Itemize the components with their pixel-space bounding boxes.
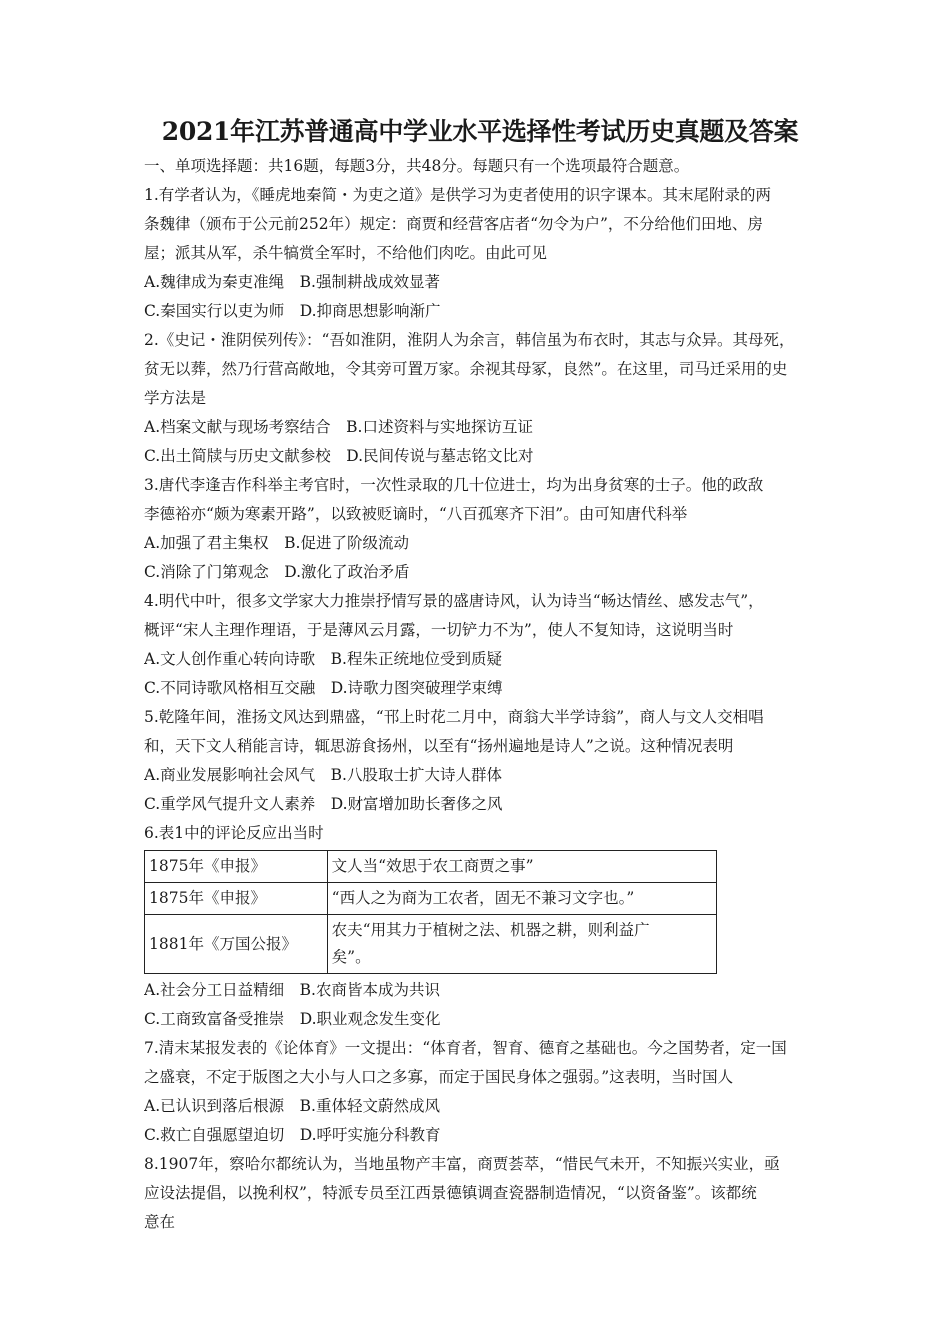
- table-cell-source: 1875年《申报》: [145, 883, 328, 915]
- question-4: [144, 587, 816, 703]
- question-options-line: A.档案文献与现场考察结合 B.口述资料与实地探访互证: [144, 418, 533, 436]
- table-cell-quote: “西人之为商为工农者，固无不兼习文字也。”: [327, 883, 716, 915]
- document-title: 2021年江苏普通高中学业水平选择性考试历史真题及答案: [161, 117, 799, 146]
- question-options-line: C.重学风气提升文人素养 D.财富增加助长奢侈之风: [144, 795, 503, 813]
- question-stem-line: 5.乾隆年间，淮扬文风达到鼎盛，“邗上时花二月中，商翁大半学诗翁”，商人与文人交相唱: [144, 708, 764, 726]
- question-options-line: A.已认识到落后根源 B.重体轻文蔚然成风: [144, 1097, 440, 1115]
- question-stem-line: 李德裕亦“颇为寒素开路”，以致被贬谪时，“八百孤寒齐下泪”。由可知唐代科举: [144, 505, 688, 523]
- question-stem-line: 概评“宋人主理作理语，于是薄风云月露，一切铲力不为”，使人不复知诗，这说明当时: [144, 621, 734, 639]
- question-options-line: C.出土简牍与历史文献参校 D.民间传说与墓志铭文比对: [144, 447, 534, 465]
- question-stem-line: 2.《史记・淮阴侯列传》：“吾如淮阴，淮阴人为余言，韩信虽为布衣时，其志与众异。其母死，: [144, 331, 795, 349]
- document-page: [144, 112, 816, 1237]
- question-options-line: C.消除了门第观念 D.激化了政治矛盾: [144, 563, 410, 581]
- table-quote-line: 农夫“用其力于植树之法、机器之耕，则利益广: [331, 921, 650, 939]
- question-stem-line: 应设法提倡，以挽利权”，特派专员至江西景德镇调查瓷器制造情况，“以资备鉴”。该都统: [144, 1184, 757, 1202]
- question-stem-line: 意在: [144, 1213, 176, 1231]
- question-stem-line: 学方法是: [144, 389, 207, 407]
- question-options-line: C.秦国实行以吏为师 D.抑商思想影响渐广: [144, 302, 441, 320]
- table-quote-line: 矣”。: [331, 948, 371, 966]
- question-options-line: C.救亡自强愿望迫切 D.呼吁实施分科教育: [144, 1126, 441, 1144]
- question-stem-line: 条魏律（颁布于公元前252年）规定：商贾和经营客店者“勿令为户”，不分给他们田地、房: [144, 215, 763, 233]
- table-cell-quote: [327, 915, 716, 974]
- table-row: [145, 883, 717, 915]
- table-cell-quote: 文人当“效思于农工商贾之事”: [327, 851, 716, 883]
- question-stem-line: 8.1907年，察哈尔都统认为，当地虽物产丰富，商贾荟萃，“惜民气未开，不知振兴实业，亟: [144, 1155, 780, 1173]
- question-stem-line: 3.唐代李逢吉作科举主考官时，一次性录取的几十位进士，均为出身贫寒的士子。他的政敌: [144, 476, 764, 494]
- newspaper-table: [144, 850, 717, 974]
- question-options-line: C.不同诗歌风格相互交融 D.诗歌力图突破理学束缚: [144, 679, 503, 697]
- section-intro: 一、单项选择题：共16题，每题3分，共48分。每题只有一个选项最符合题意。: [144, 157, 690, 175]
- question-stem-line: 和，天下文人稍能言诗，辄思游食扬州，以至有“扬州遍地是诗人”之说。这种情况表明: [144, 737, 734, 755]
- question-stem-line: 屋；派其从军，杀牛犒赏全军时，不给他们肉吃。由此可见: [144, 244, 548, 262]
- question-options-line: C.工商致富备受推崇 D.职业观念发生变化: [144, 1010, 441, 1028]
- table-row: [145, 915, 717, 974]
- question-options-line: A.社会分工日益精细 B.农商皆本成为共识: [144, 981, 440, 999]
- question-stem-line: 4.明代中叶，很多文学家大力推崇抒情写景的盛唐诗风，认为诗当“畅达情丝、感发志气”，: [144, 592, 764, 610]
- question-options-line: A.魏律成为秦吏准绳 B.强制耕战成效显著: [144, 273, 440, 291]
- question-options-line: A.文人创作重心转向诗歌 B.程朱正统地位受到质疑: [144, 650, 502, 668]
- question-options-line: A.加强了君主集权 B.促进了阶级流动: [144, 534, 409, 552]
- question-stem-line: 贫无以葬，然乃行营高敞地，令其旁可置万家。余视其母冢，良然”。在这里，司马迁采用的史: [144, 360, 788, 378]
- question-stem-line: 之盛衰，不定于版图之大小与人口之多寡，而定于国民身体之强弱。”这表明，当时国人: [144, 1068, 734, 1086]
- question-2: [144, 326, 816, 471]
- question-stem-line: 1.有学者认为，《睡虎地秦简・为吏之道》是供学习为吏者使用的识字课本。其末尾附录的两: [144, 186, 772, 204]
- question-stem-line: 7.清末某报发表的《论体育》一文提出：“体育者，智育、德育之基础也。今之国势者，定一国: [144, 1039, 787, 1057]
- table-cell-source: 1881年《万国公报》: [145, 915, 328, 974]
- table-row: [145, 851, 717, 883]
- table-cell-source: 1875年《申报》: [145, 851, 328, 883]
- question-1: [144, 181, 816, 326]
- question-6: [144, 819, 816, 1034]
- question-3: [144, 471, 816, 587]
- question-8: [144, 1150, 816, 1237]
- question-7: [144, 1034, 816, 1150]
- question-5: [144, 703, 816, 819]
- question-stem-line: 6.表1中的评论反应出当时: [144, 824, 324, 842]
- question-options-line: A.商业发展影响社会风气 B.八股取士扩大诗人群体: [144, 766, 502, 784]
